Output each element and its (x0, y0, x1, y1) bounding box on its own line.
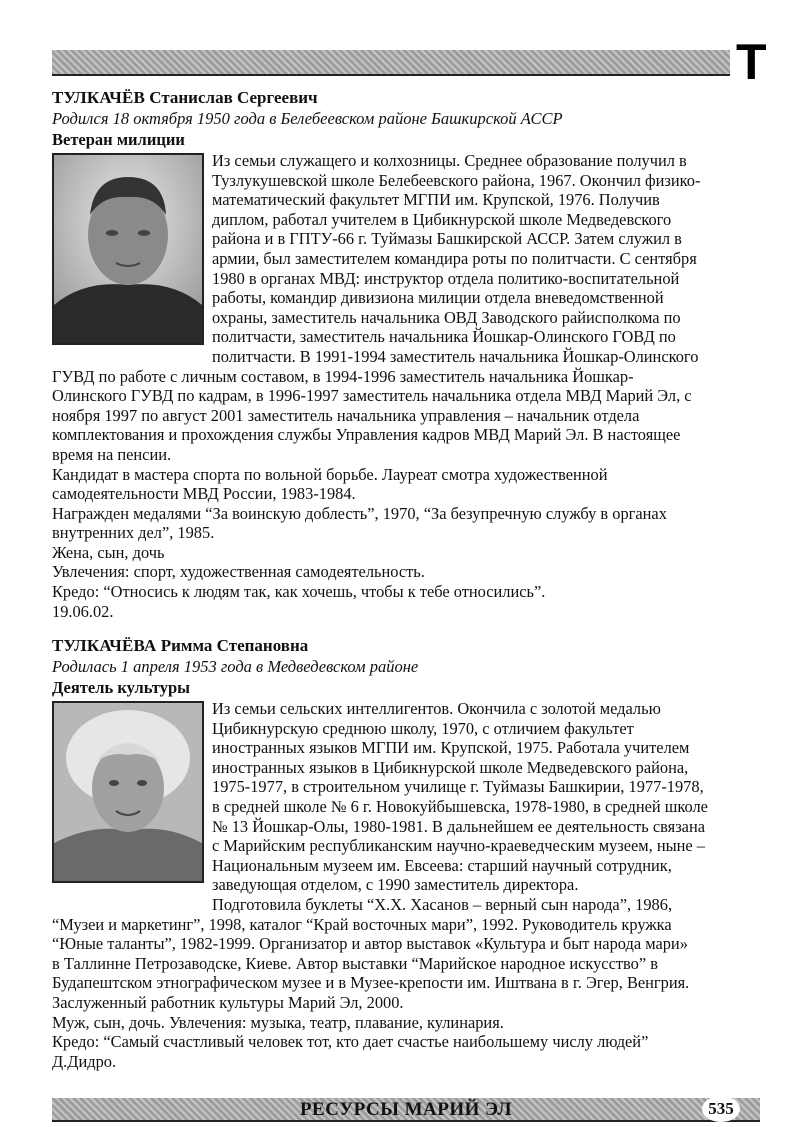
text-line: работы, командир дивизиона милиции отдела вневедомственной (212, 288, 664, 308)
text-line: политчасти, заместитель начальника Йошкар-Олинского ГОВД по (212, 327, 676, 347)
person-given-name: Римма Степановна (160, 636, 309, 655)
person-surname: ТУЛКАЧЁВА (52, 636, 157, 655)
text-line: иностранных языков в Цибикнурской школе Медведевского района, (212, 757, 689, 777)
text-line: Муж, сын, дочь. Увлечения: музыка, театр, плавание, кулинария. (52, 1012, 504, 1032)
text-line: Из семьи служащего и колхозницы. Среднее образование получил в (212, 151, 687, 170)
text-line: 1975-1977, в строительном училище г. Туймазы Башкирии, 1977-1978, (212, 777, 704, 797)
text-line: Награжден медалями “За воинскую доблесть”, 1970, “За безупречную службу в органах (52, 503, 667, 523)
text-line: Будапештском этнографическом музее и в Музее-крепости им. Иштвана в г. Эгер, Венгрия. (52, 973, 690, 993)
person-name (52, 87, 772, 108)
text-line: Из семьи сельских интеллигентов. Окончила с золотой медалью (212, 699, 661, 718)
birth-info: Родилась 1 апреля 1953 года в Медведевском районе (52, 657, 419, 676)
text-line: “Юные таланты”, 1982-1999. Организатор и автор выставок «Культура и быт народа мари» (52, 934, 688, 954)
text-line: 1980 в органах МВД: инструктор отдела политико-воспитательной (212, 268, 680, 288)
text-line: комплектования и прохождения службы Управления кадров МВД Марий Эл. В настоящее (52, 425, 681, 445)
text-line: заведующая отделом, с 1990 заместитель директора. (212, 875, 579, 895)
text-line: Д.Дидро. (52, 1051, 117, 1071)
text-line: Олинского ГУВД по кадрам, в 1996-1997 заместитель начальника отдела МВД Марий Эл, с (52, 386, 692, 406)
text-line: ГУВД по работе с личным составом, в 1994-1996 заместитель начальника Йошкар- (52, 366, 634, 386)
text-line: № 13 Йошкар-Олы, 1980-1981. В дальнейшем ее деятельность связана (212, 816, 705, 836)
text-line: Жена, сын, дочь (52, 542, 165, 562)
text-line: Национальным музеем им. Евсеева: старший научный сотрудник, (212, 855, 672, 875)
text-line: политчасти. В 1991-1994 заместитель начальника Йошкар-Олинского (212, 346, 699, 366)
text-line: Кредо: “Самый счастливый человек тот, кто дает счастье наибольшему числу людей” (52, 1032, 649, 1052)
footer-title: РЕСУРСЫ МАРИЙ ЭЛ (299, 1099, 513, 1120)
text-line: иностранных языков МГПИ им. Крупской, 1975. Работала учителем (212, 738, 690, 758)
text-line: с Марийским республиканским научно-краеведческим музеем, ныне – (212, 836, 705, 856)
birth-info: Родился 18 октября 1950 года в Белебеевском районе Башкирской АССР (52, 109, 563, 128)
text-line: Кредо: “Относись к людям так, как хочешь, чтобы к тебе относились”. (52, 582, 546, 602)
text-line: Тузлукушевской школе Белебеевского района, 1967. Окончил физико- (212, 170, 701, 190)
person-name (52, 635, 772, 656)
page-number: 535 (702, 1096, 740, 1122)
biography-entry (52, 635, 772, 1071)
text-line: в средней школе № 6 г. Новокуйбышевска, 1978-1980, в средней школе (212, 796, 708, 816)
text-line: Подготовила буклеты “Х.Х. Хасанов – верный сын народа”, 1986, (212, 894, 673, 914)
text-line: в Таллинне Петрозаводске, Киеве. Автор выставки “Марийское народное искусство” в (52, 953, 658, 973)
person-given-name: Станислав Сергеевич (149, 88, 318, 107)
text-line: “Музеи и маркетинг”, 1998, каталог “Край восточных мари”, 1992. Руководитель кружка (52, 914, 672, 934)
text-line: Заслуженный работник культуры Марий Эл, 2000. (52, 992, 404, 1012)
text-line: диплом, работал учителем в Цибикнурской школе Медведевского (212, 209, 672, 229)
biography-text (52, 699, 708, 1071)
person-title: Деятель культуры (52, 678, 191, 697)
biography-text (52, 151, 700, 621)
text-line: время на пенсии. (52, 444, 172, 464)
text-line: охраны, заместитель начальника ОВД Заводского райисполкома по (212, 307, 681, 327)
text-line: Кандидат в мастера спорта по вольной борьбе. Лауреат смотра художественной (52, 464, 608, 484)
section-header-bar (52, 50, 730, 76)
text-line: армии, был заместителем командира роты по политчасти. С сентября (212, 248, 697, 268)
text-line: ноября 1997 по август 2001 заместитель начальника управления – начальник отдела (52, 405, 640, 425)
section-letter: Т (736, 34, 767, 90)
person-surname: ТУЛКАЧЁВ (52, 88, 146, 107)
text-line: внутренних дел”, 1985. (52, 523, 215, 543)
biography-entry (52, 87, 772, 621)
text-line: района и в ГПТУ-66 г. Туймазы Башкирской АССР. Затем служил в (212, 229, 682, 249)
text-line: математический факультет МГПИ им. Крупской, 1976. Получив (212, 190, 660, 210)
person-title: Ветеран милиции (52, 130, 185, 149)
text-line: Увлечения: спорт, художественная самодеятельность. (52, 562, 425, 582)
text-line: самодеятельности МВД России, 1983-1984. (52, 484, 356, 504)
text-line: Цибикнурскую среднюю школу, 1970, с отличием факультет (212, 718, 634, 738)
text-line: 19.06.02. (52, 601, 114, 621)
